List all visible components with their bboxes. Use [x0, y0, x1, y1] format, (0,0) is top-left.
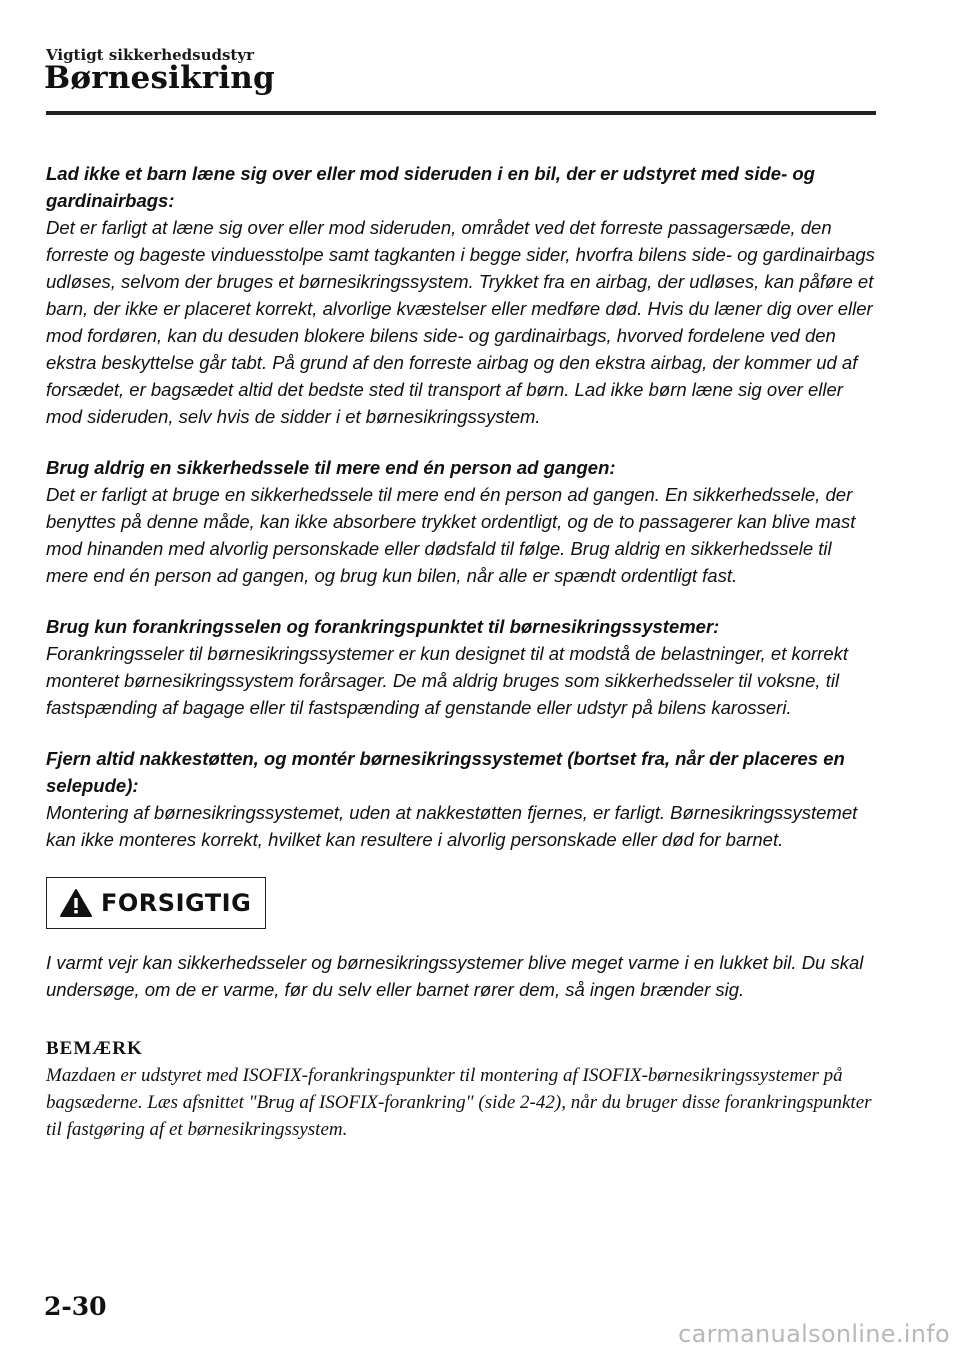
page-body: [46, 160, 876, 1143]
note-heading: BEMÆRK: [46, 1038, 143, 1059]
block-text: Det er farligt at bruge en sikkerhedssele til mere end én person ad gangen. En sikkerhedssele, der benyttes på denne måde, kan ikke absorbere trykket ordentligt, og de to passagerer kan blive mast mod hinanden med alvorlig personskade eller dødsfald til følge. Brug aldrig en sikkerhedssele til mere end én person ad gangen, og brug kun bilen, når alle er spændt ordentligt fast.: [46, 484, 856, 586]
page-title: Børnesikring: [44, 60, 275, 96]
warning-block-tether: [46, 613, 876, 721]
block-heading: Brug aldrig en sikkerhedssele til mere end én person ad gangen:: [46, 457, 616, 478]
section-label: Vigtigt sikkerhedsudstyr: [46, 46, 254, 64]
block-text: Det er farligt at læne sig over eller mod sideruden, området ved det forreste passagersæde, den forreste og bageste vinduesstolpe samt tagkanten i begge sider, hvorfra bilens side- og gardinairbags udløses, selvom der bruges et børnesikringssystem. Trykket fra en airbag, der udløses, kan påføre et barn, der ikke er placeret korrekt, alvorlige kvæstelser eller medføre død. Hvis du læner dig over eller mod fordøren, kan du desuden blokere bilens side- og gardinairbags, hvorved fordelene ved den ekstra beskyttelse går tabt. På grund af den forreste airbag og den ekstra airbag, der kommer ud af forsædet, er bagsædet altid det bedste sted til transport af børn. Lad ikke børn læne sig over eller mod sideruden, selv hvis de sidder i et børnesikringssystem.: [46, 217, 875, 427]
block-heading: Brug kun forankringsselen og forankringspunktet til børnesikringssystemer:: [46, 616, 720, 637]
note-text: Mazdaen er udstyret med ISOFIX-forankringspunkter til montering af ISOFIX-børnesikringssystemer på bagsæderne. Læs afsnittet "Brug af ISOFIX-forankring" (side 2-42), når du bruger disse forankringspunkter til fastgøring af et børnesikringssystem.: [46, 1065, 872, 1140]
caution-box: [46, 877, 266, 929]
warning-block-side-window: [46, 160, 876, 430]
block-text: Montering af børnesikringssystemet, uden at nakkestøtten fjernes, er farligt. Børnesikringssystemet kan ikke monteres korrekt, hvilket kan resultere i alvorlig personskade eller død for barnet.: [46, 802, 858, 850]
watermark: carmanualsonline.info: [678, 1320, 950, 1348]
warning-block-one-belt: [46, 454, 876, 589]
warning-triangle-icon: [59, 888, 93, 918]
note-block: [46, 1035, 876, 1143]
warning-block-headrest: [46, 745, 876, 853]
caution-label: FORSIGTIG: [101, 888, 252, 917]
title-divider: [46, 111, 876, 115]
page-number: 2-30: [44, 1292, 107, 1321]
block-heading: Fjern altid nakkestøtten, og montér børnesikringssystemet (bortset fra, når der placeres en selepude):: [46, 748, 845, 796]
caution-text: I varmt vejr kan sikkerhedsseler og børnesikringssystemer blive meget varme i en lukket bil. Du skal undersøge, om de er varme, før du selv eller barnet rører dem, så ingen brænder sig.: [46, 952, 864, 1000]
block-heading: Lad ikke et barn læne sig over eller mod sideruden i en bil, der er udstyret med side- og gardinairbags:: [46, 163, 815, 211]
block-text: Forankringsseler til børnesikringssystemer er kun designet til at modstå de belastninger, et korrekt monteret børnesikringssystem forårsager. De må aldrig bruges som sikkerhedsseler til voksne, til fastspænding af bagage eller til fastspænding af genstande eller udstyr på bilens karosseri.: [46, 643, 849, 718]
